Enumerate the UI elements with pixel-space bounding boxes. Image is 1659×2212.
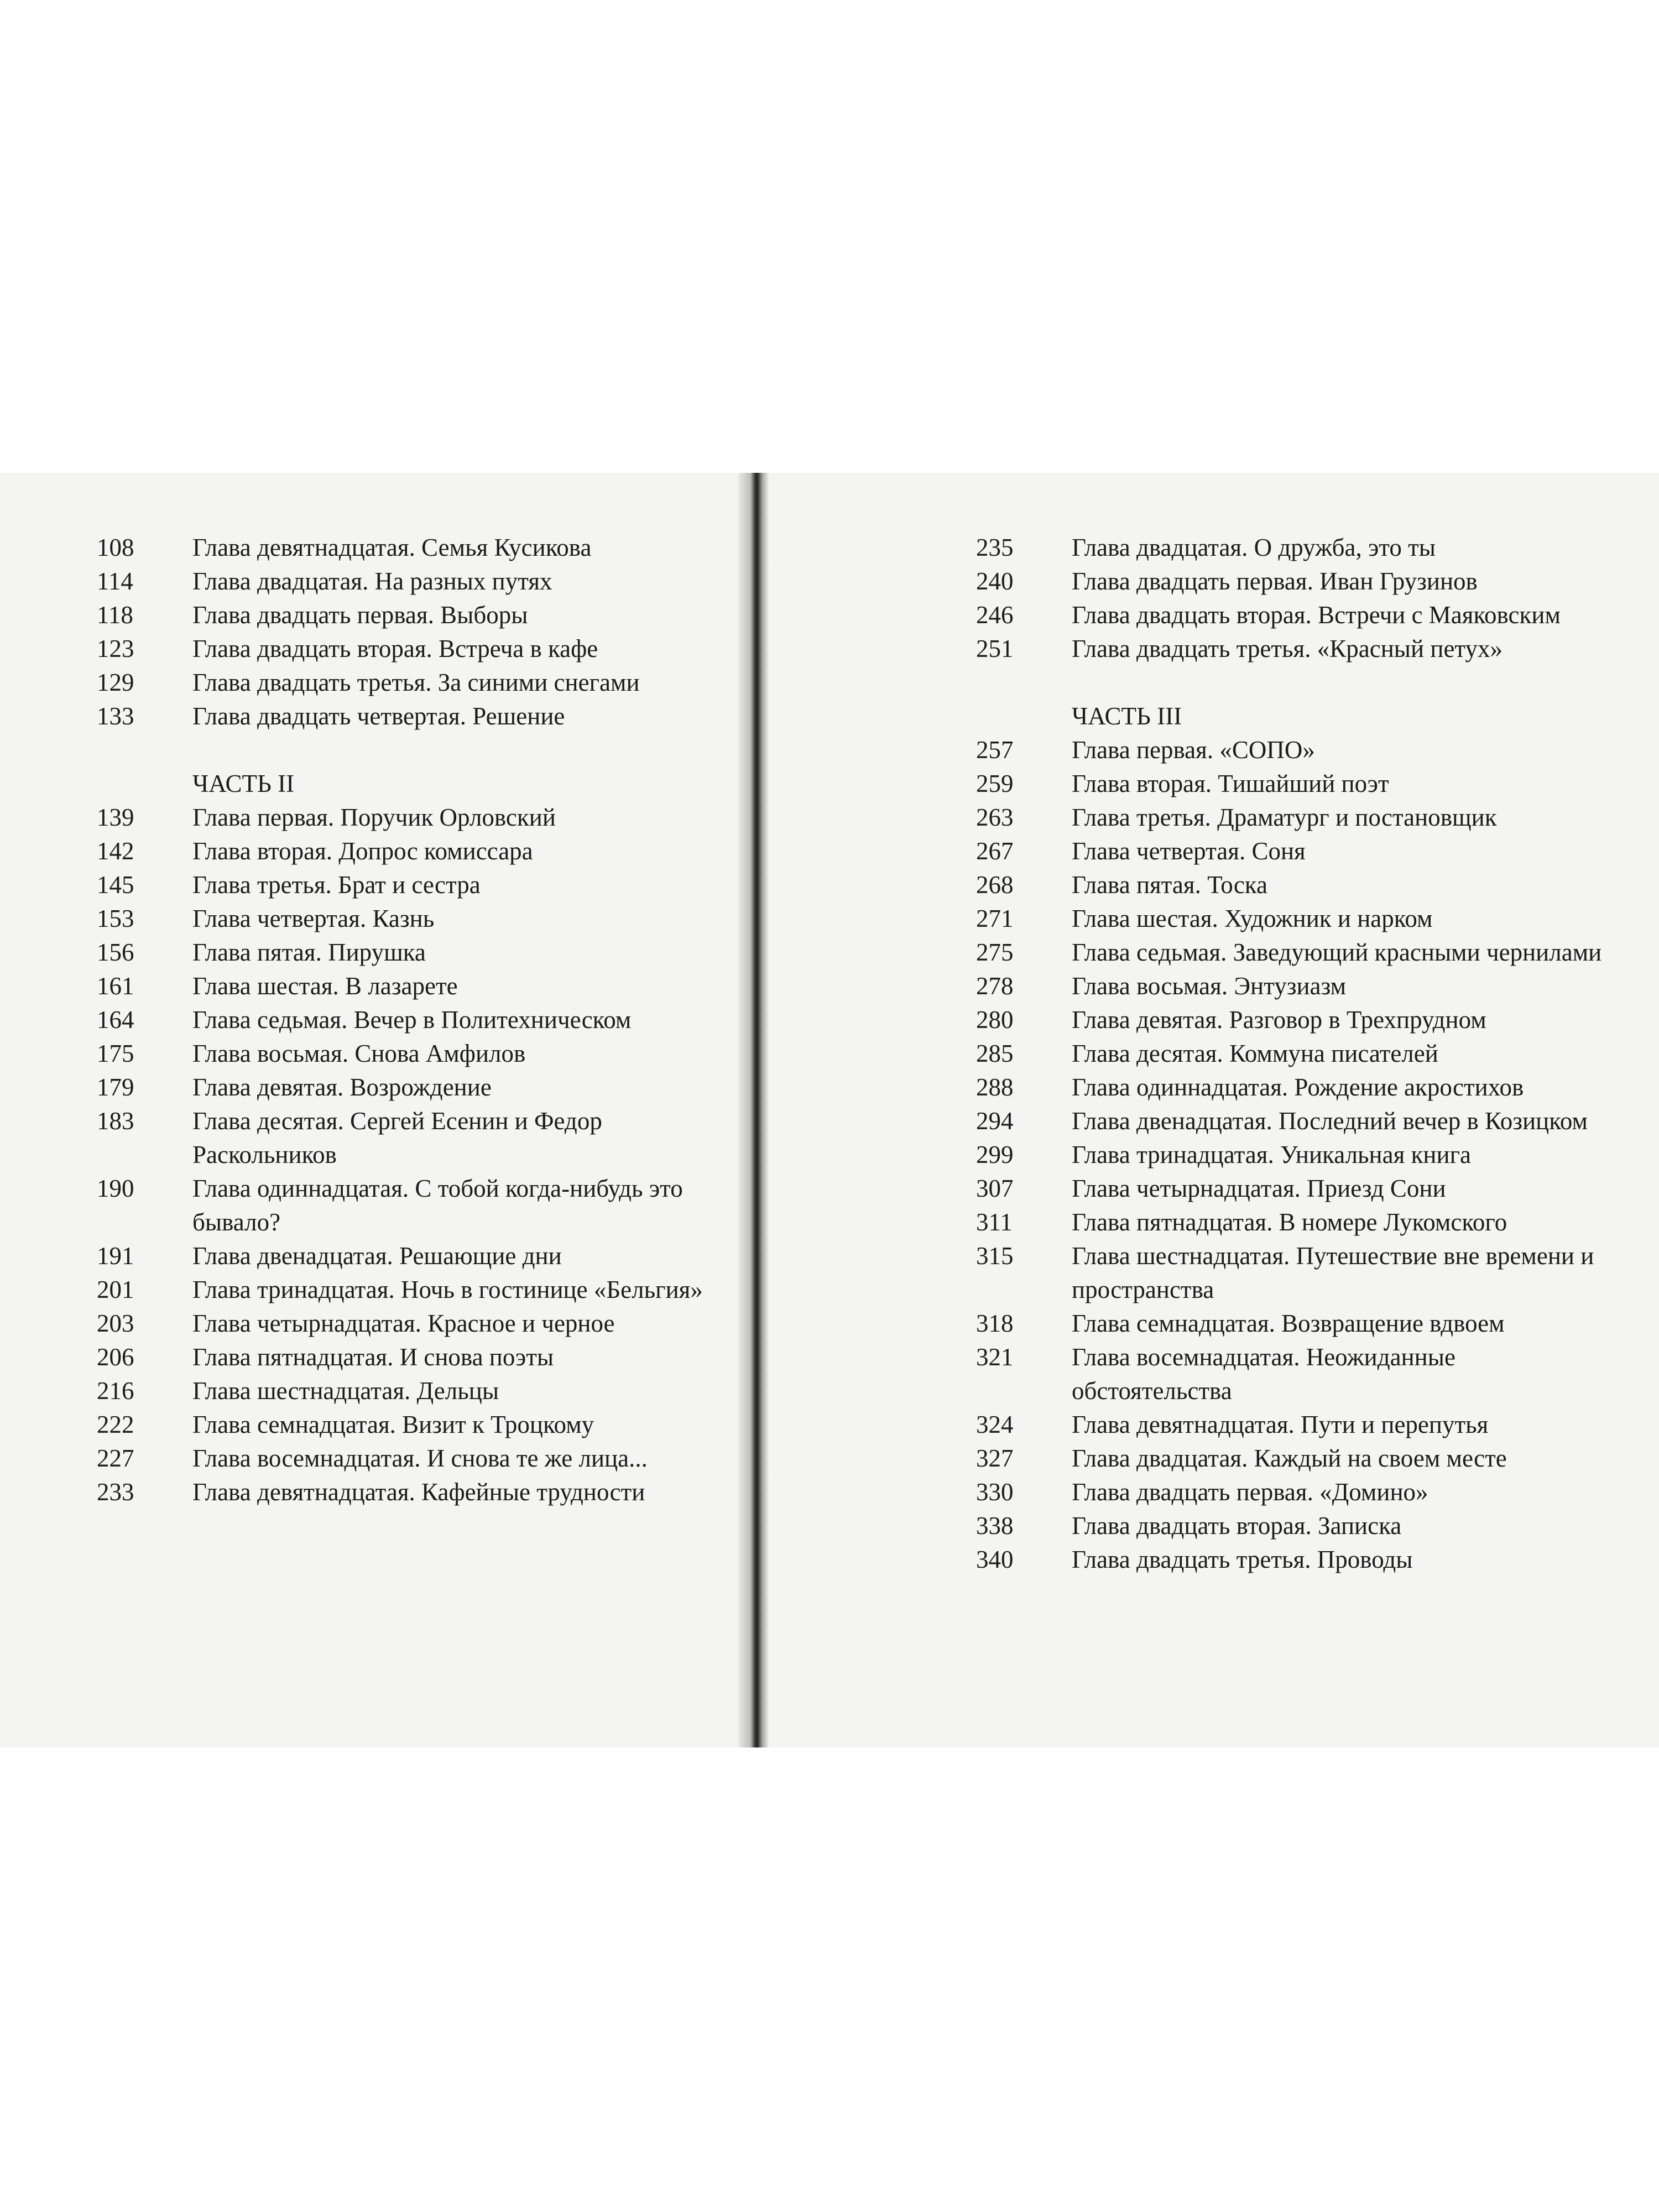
toc-entry [97,1104,716,1172]
toc-entry [97,632,716,666]
toc-chapter-title: Глава одиннадцатая. Рождение акростихов [1072,1073,1524,1101]
toc-chapter-title: Глава семнадцатая. Возвращение вдвоем [1072,1310,1505,1337]
toc-chapter-title: Глава первая. «СОПО» [1072,736,1315,764]
toc-chapter-title: Глава третья. Драматург и постановщик [1072,804,1497,831]
toc-entry [97,1003,716,1037]
toc-page-number: 222 [97,1411,134,1438]
toc-chapter-title: Глава десятая. Коммуна писателей [1072,1040,1438,1067]
toc-page-number: 246 [976,601,1014,629]
toc-page-number: 267 [976,837,1014,865]
toc-page-number: 268 [976,871,1014,899]
toc-page-number: 259 [976,770,1014,797]
toc-entry [976,531,1606,565]
right-toc [976,531,1606,1577]
toc-page-number: 206 [97,1343,134,1371]
toc-page-number: 315 [976,1242,1014,1270]
book-gutter [738,473,769,1747]
toc-chapter-title: Глава одиннадцатая. С тобой когда-нибудь это бывало? [192,1175,683,1236]
part-heading-right: ЧАСТЬ III [1072,702,1182,730]
toc-chapter-title: Глава четвертая. Казнь [192,905,435,932]
toc-entry [976,936,1606,969]
toc-page-number: 203 [97,1310,134,1337]
toc-chapter-title: Глава двадцать третья. «Красный петух» [1072,635,1503,662]
toc-page-number: 161 [97,972,134,1000]
toc-entry [97,1037,716,1071]
toc-chapter-title: Глава пятнадцатая. В номере Лукомского [1072,1208,1507,1236]
toc-chapter-title: Глава первая. Поручик Орловский [192,804,556,831]
toc-entry [97,1239,716,1273]
toc-chapter-title: Глава двадцать вторая. Встречи с Маяковским [1072,601,1561,629]
toc-chapter-title: Глава восемнадцатая. Неожиданные обстоятельства [1072,1343,1455,1405]
toc-entry [976,834,1606,868]
left-toc [97,531,716,1509]
toc-entry [97,868,716,902]
toc-chapter-title: Глава пятая. Тоска [1072,871,1267,899]
toc-page-number: 227 [97,1444,134,1472]
toc-entry [97,1374,716,1408]
toc-entry [976,733,1606,767]
toc-page-number: 114 [97,567,133,595]
toc-entry [97,834,716,868]
toc-chapter-title: Глава шестая. Художник и нарком [1072,905,1433,932]
toc-entry [97,1340,716,1374]
toc-page-number: 175 [97,1040,134,1067]
toc-chapter-title: Глава восемнадцатая. И снова те же лица... [192,1444,648,1472]
toc-page-number: 179 [97,1073,134,1101]
toc-page-number: 190 [97,1175,134,1202]
toc-entry [976,1442,1606,1475]
toc-chapter-title: Глава шестнадцатая. Путешествие вне времени и пространства [1072,1242,1594,1303]
toc-entry [976,969,1606,1003]
toc-entry [976,632,1606,666]
toc-chapter-title: Глава тринадцатая. Ночь в гостинице «Бельгия» [192,1276,703,1303]
toc-page-number: 330 [976,1478,1014,1506]
toc-chapter-title: Глава двадцатая. Каждый на своем месте [1072,1444,1507,1472]
toc-page-number: 275 [976,938,1014,966]
toc-page-number: 280 [976,1006,1014,1034]
toc-entry [976,1104,1606,1138]
toc-entry [976,1340,1606,1408]
toc-chapter-title: Глава десятая. Сергей Есенин и Федор Раскольников [192,1107,602,1168]
right-toc-group-b [976,733,1606,1577]
toc-page-number: 164 [97,1006,134,1034]
toc-chapter-title: Глава двадцать первая. Выборы [192,601,528,629]
toc-chapter-title: Глава третья. Брат и сестра [192,871,481,899]
toc-entry [97,801,716,834]
toc-entry [97,902,716,936]
toc-entry [976,801,1606,834]
toc-chapter-title: Глава вторая. Допрос комиссара [192,837,533,865]
toc-chapter-title: Глава семнадцатая. Визит к Троцкому [192,1411,594,1438]
toc-chapter-title: Глава двадцатая. О дружба, это ты [1072,534,1436,561]
toc-page-number: 123 [97,635,134,662]
toc-page-number: 191 [97,1242,134,1270]
toc-page-number: 285 [976,1040,1014,1067]
toc-chapter-title: Глава шестая. В лазарете [192,972,458,1000]
toc-entry [976,1509,1606,1543]
toc-chapter-title: Глава двадцать вторая. Записка [1072,1512,1402,1540]
toc-entry [976,1543,1606,1577]
toc-chapter-title: Глава четвертая. Соня [1072,837,1306,865]
toc-page-number: 216 [97,1377,134,1405]
toc-entry [976,1172,1606,1206]
toc-entry [976,1071,1606,1104]
toc-entry [976,1206,1606,1239]
toc-chapter-title: Глава восьмая. Энтузиазм [1072,972,1347,1000]
toc-page-number: 307 [976,1175,1014,1202]
toc-page-number: 324 [976,1411,1014,1438]
toc-entry [976,1239,1606,1307]
left-page [0,473,738,1747]
toc-page-number: 288 [976,1073,1014,1101]
toc-page-number: 294 [976,1107,1014,1135]
book-spread [0,473,1659,1747]
toc-page-number: 278 [976,972,1014,1000]
right-toc-group-a [976,531,1606,666]
toc-page-number: 201 [97,1276,134,1303]
toc-chapter-title: Глава двадцать третья. За синими снегами [192,669,640,696]
toc-entry [97,1172,716,1239]
toc-page-number: 321 [976,1343,1014,1371]
toc-entry [976,1138,1606,1172]
toc-page-number: 240 [976,567,1014,595]
toc-chapter-title: Глава двадцать третья. Проводы [1072,1546,1413,1573]
toc-entry [97,598,716,632]
toc-chapter-title: Глава девятая. Возрождение [192,1073,492,1101]
toc-page-number: 235 [976,534,1014,561]
toc-page-number: 263 [976,804,1014,831]
toc-page-number: 340 [976,1546,1014,1573]
toc-entry [97,531,716,565]
toc-page-number: 118 [97,601,133,629]
toc-entry [97,1307,716,1340]
toc-chapter-title: Глава четырнадцатая. Красное и черное [192,1310,615,1337]
toc-chapter-title: Глава девятнадцатая. Пути и перепутья [1072,1411,1489,1438]
toc-chapter-title: Глава тринадцатая. Уникальная книга [1072,1141,1472,1168]
toc-entry [976,1037,1606,1071]
toc-entry [976,565,1606,598]
toc-entry [976,902,1606,936]
toc-chapter-title: Глава двадцать четвертая. Решение [192,702,565,730]
toc-entry [976,598,1606,632]
toc-page-number: 129 [97,669,134,696]
toc-entry [97,1408,716,1442]
right-page [769,473,1659,1747]
toc-entry [97,969,716,1003]
toc-entry [976,767,1606,801]
toc-chapter-title: Глава девятнадцатая. Семья Кусикова [192,534,592,561]
toc-chapter-title: Глава седьмая. Вечер в Политехническом [192,1006,632,1034]
toc-page-number: 183 [97,1107,134,1135]
toc-entry [976,1003,1606,1037]
toc-page-number: 145 [97,871,134,899]
toc-entry [976,1307,1606,1340]
toc-page-number: 318 [976,1310,1014,1337]
toc-page-number: 299 [976,1141,1014,1168]
toc-page-number: 338 [976,1512,1014,1540]
toc-page-number: 108 [97,534,134,561]
toc-entry [97,936,716,969]
left-toc-group-b [97,801,716,1509]
toc-chapter-title: Глава двадцать вторая. Встреча в кафе [192,635,598,662]
toc-page-number: 251 [976,635,1014,662]
toc-page-number: 133 [97,702,134,730]
toc-page-number: 142 [97,837,134,865]
toc-chapter-title: Глава седьмая. Заведующий красными чернилами [1072,938,1602,966]
toc-page-number: 233 [97,1478,134,1506]
toc-entry [97,1071,716,1104]
toc-page-number: 139 [97,804,134,831]
toc-chapter-title: Глава девятнадцатая. Кафейные трудности [192,1478,645,1506]
part-heading-left: ЧАСТЬ II [192,770,295,797]
left-toc-group-a [97,531,716,733]
toc-chapter-title: Глава вторая. Тишайший поэт [1072,770,1389,797]
toc-page-number: 271 [976,905,1014,932]
toc-entry [97,1475,716,1509]
toc-entry [976,1475,1606,1509]
toc-chapter-title: Глава двадцать первая. Иван Грузинов [1072,567,1478,595]
toc-chapter-title: Глава пятнадцатая. И снова поэты [192,1343,554,1371]
toc-entry [97,565,716,598]
toc-chapter-title: Глава восьмая. Снова Амфилов [192,1040,526,1067]
toc-chapter-title: Глава девятая. Разговор в Трехпрудном [1072,1006,1486,1034]
toc-entry [97,700,716,733]
toc-page-number: 327 [976,1444,1014,1472]
toc-chapter-title: Глава двадцатая. На разных путях [192,567,552,595]
toc-entry [97,1442,716,1475]
toc-entry [976,868,1606,902]
toc-page-number: 257 [976,736,1014,764]
toc-chapter-title: Глава двадцать первая. «Домино» [1072,1478,1428,1506]
toc-entry [976,1408,1606,1442]
toc-entry [97,1273,716,1307]
toc-chapter-title: Глава шестнадцатая. Дельцы [192,1377,499,1405]
toc-chapter-title: Глава двенадцатая. Решающие дни [192,1242,562,1270]
toc-page-number: 156 [97,938,134,966]
toc-page-number: 153 [97,905,134,932]
toc-chapter-title: Глава четырнадцатая. Приезд Сони [1072,1175,1446,1202]
toc-page-number: 311 [976,1208,1013,1236]
toc-chapter-title: Глава двенадцатая. Последний вечер в Козицком [1072,1107,1588,1135]
toc-entry [97,666,716,700]
toc-chapter-title: Глава пятая. Пирушка [192,938,426,966]
